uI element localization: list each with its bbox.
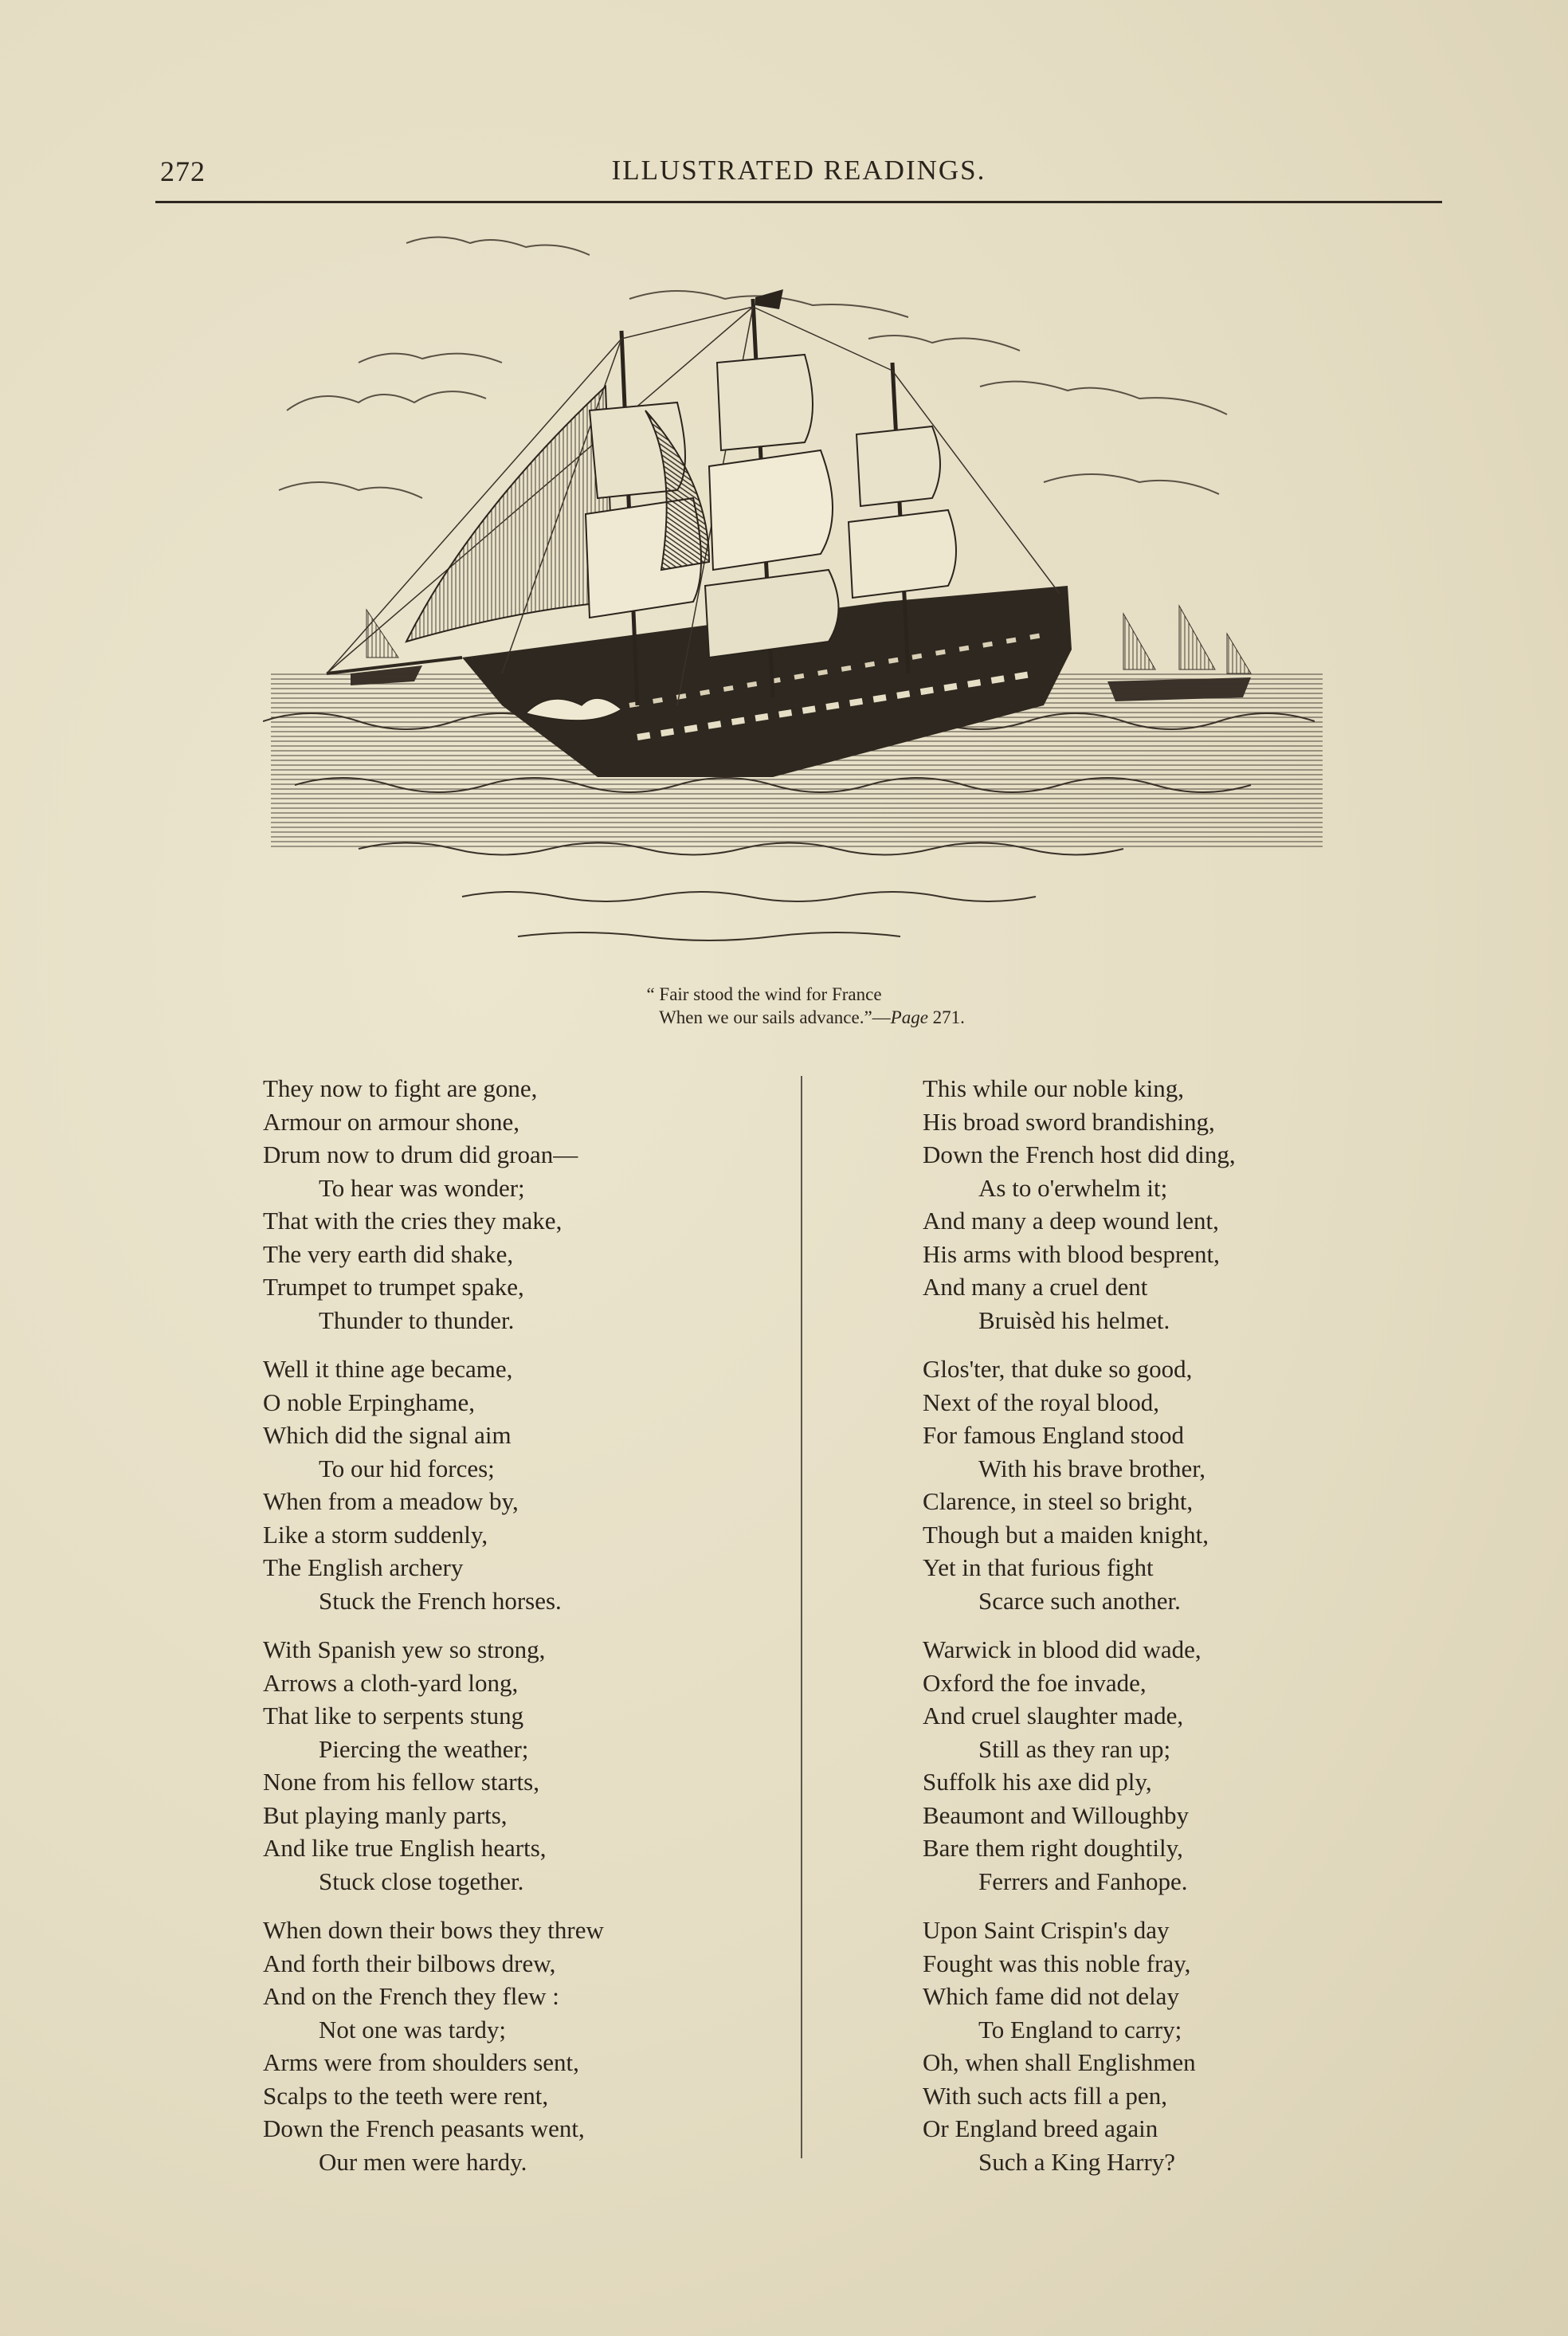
stanza <box>263 1633 757 1898</box>
poem-line: Our men were hardy. <box>319 2147 527 2176</box>
poem-line: Down the French peasants went, <box>263 2114 585 2142</box>
poem-line: Which fame did not delay <box>923 1982 1179 2010</box>
poem-line: With Spanish yew so strong, <box>263 1635 546 1663</box>
poem-line: Bruisèd his helmet. <box>978 1305 1170 1334</box>
poem-line: Scarce such another. <box>978 1586 1181 1615</box>
poem-line: And many a cruel dent <box>923 1273 1148 1301</box>
poem-line: That like to serpents stung <box>263 1702 524 1729</box>
poem-line: Suffolk his axe did ply, <box>923 1768 1152 1796</box>
poem-line: To England to carry; <box>978 2015 1182 2044</box>
poem-line: They now to fight are gone, <box>263 1074 538 1102</box>
poem-line: Not one was tardy; <box>319 2015 507 2044</box>
poem-line: None from his fellow starts, <box>263 1768 539 1796</box>
poem-line: Still as they ran up; <box>978 1734 1171 1763</box>
poem-line: Trumpet to trumpet spake, <box>263 1273 524 1301</box>
stanza <box>263 1072 757 1337</box>
poem-line: Arms were from shoulders sent, <box>263 2048 579 2076</box>
page-number: 272 <box>160 155 206 187</box>
poem-line: Armour on armour shone, <box>263 1107 519 1136</box>
stanza <box>923 1633 1417 1898</box>
poem-line: Next of the royal blood, <box>923 1388 1160 1416</box>
caption-page-number: 271. <box>927 1007 965 1027</box>
poem-line: The English archery <box>263 1553 464 1581</box>
poem-line: Scalps to the teeth were rent, <box>263 2081 549 2110</box>
poem-line: Fought was this noble fray, <box>923 1949 1191 1977</box>
poem-line: Bare them right doughtily, <box>923 1834 1183 1862</box>
poem-line: Upon Saint Crispin's day <box>923 1916 1170 1944</box>
poem-line: Beaumont and Willoughby <box>923 1800 1189 1829</box>
poem-line: And many a deep wound lent, <box>923 1207 1219 1235</box>
poem-line: Piercing the weather; <box>319 1734 529 1763</box>
poem-line: And forth their bilbows drew, <box>263 1949 556 1977</box>
stanza <box>923 1914 1417 2178</box>
poem-line: With his brave brother, <box>978 1454 1206 1482</box>
header-rule <box>155 201 1442 203</box>
stanza <box>923 1353 1417 1617</box>
poem-line: Such a King Harry? <box>978 2147 1176 2176</box>
poem-line: Well it thine age became, <box>263 1355 513 1383</box>
illustration-caption <box>0 983 1568 1029</box>
poem-line: Oh, when shall Englishmen <box>923 2048 1196 2076</box>
caption-line-2-text: When we our sails advance.”— <box>659 1007 891 1027</box>
flag-icon <box>755 289 783 309</box>
poem-line: Arrows a cloth-yard long, <box>263 1668 519 1697</box>
poem-line: Ferrers and Fanhope. <box>978 1867 1188 1895</box>
poem-left-column <box>263 1072 757 2194</box>
poem-line: Like a storm suddenly, <box>263 1520 488 1549</box>
poem-line: Warwick in blood did wade, <box>923 1635 1201 1663</box>
poem-line: When down their bows they threw <box>263 1916 604 1944</box>
stanza <box>263 1353 757 1617</box>
poem-line: When from a meadow by, <box>263 1487 519 1515</box>
column-divider <box>801 1076 802 2158</box>
running-title: ILLUSTRATED READINGS. <box>611 155 986 186</box>
poem-line: Oxford the foe invade, <box>923 1668 1147 1697</box>
poem-line: The very earth did shake, <box>263 1239 514 1268</box>
poem-line: His broad sword brandishing, <box>923 1107 1215 1136</box>
caption-line-1: “ Fair stood the wind for France <box>646 984 882 1004</box>
poem-line: Stuck close together. <box>319 1867 524 1895</box>
stanza <box>263 1914 757 2178</box>
caption-line-2 <box>56 1006 1568 1029</box>
page-header <box>155 155 1442 199</box>
poem-line: His arms with blood besprent, <box>923 1239 1220 1268</box>
poem-line: And like true English hearts, <box>263 1834 547 1862</box>
poem-line: Clarence, in steel so bright, <box>923 1487 1194 1515</box>
stanza <box>923 1072 1417 1337</box>
poem-line: This while our noble king, <box>923 1074 1185 1102</box>
poem-line: For famous England stood <box>923 1421 1185 1449</box>
poem-line: Though but a maiden knight, <box>923 1520 1209 1549</box>
poem-line: Glos'ter, that duke so good, <box>923 1355 1193 1383</box>
poem-line: Or England breed again <box>923 2114 1158 2142</box>
poem-line: Drum now to drum did groan— <box>263 1141 578 1168</box>
poem-line: And on the French they flew : <box>263 1982 559 2010</box>
poem-line: Thunder to thunder. <box>319 1305 515 1334</box>
poem-line: To hear was wonder; <box>319 1173 525 1202</box>
poem-line: Which did the signal aim <box>263 1421 512 1449</box>
poem-line: Stuck the French horses. <box>319 1586 562 1615</box>
poem-line: As to o'erwhelm it; <box>978 1173 1168 1202</box>
ship-engraving <box>263 227 1335 968</box>
poem-line: And cruel slaughter made, <box>923 1702 1184 1729</box>
poem-line: Yet in that furious fight <box>923 1553 1154 1581</box>
poem-right-column <box>923 1072 1417 2194</box>
poem-line: O noble Erpinghame, <box>263 1388 476 1416</box>
poem-line: With such acts fill a pen, <box>923 2081 1167 2110</box>
poem-line: That with the cries they make, <box>263 1207 563 1235</box>
poem-line: To our hid forces; <box>319 1454 495 1482</box>
caption-page-label: Page <box>890 1007 928 1027</box>
poem-line: But playing manly parts, <box>263 1800 508 1829</box>
poem-line: Down the French host did ding, <box>923 1141 1236 1168</box>
